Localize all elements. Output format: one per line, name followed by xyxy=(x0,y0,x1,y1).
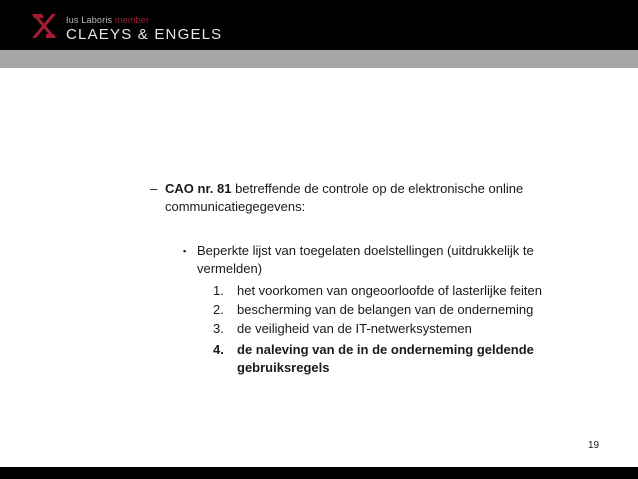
logo-name: CLAEYS & ENGELS xyxy=(66,26,223,43)
list-item-number: 3. xyxy=(213,321,224,336)
level1-text: betreffende de controle op de elektronische online communicatiegegevens: xyxy=(165,181,524,214)
level2-paragraph: Beperkte lijst van toegelaten doelstellingen (uitdrukkelijk te vermelden) xyxy=(197,243,534,276)
logo-tagline: Ius Laboris member xyxy=(66,15,150,25)
square-bullet-icon: ▪ xyxy=(183,246,187,256)
list-item: het voorkomen van ongeoorloofde of lasterlijke feiten xyxy=(237,283,542,298)
level1-bold: CAO nr. 81 xyxy=(165,181,232,196)
list-item: de naleving van de in de onderneming geldende gebruiksregels xyxy=(237,342,534,375)
list-item-number: 1. xyxy=(213,283,224,298)
footer-bar xyxy=(0,467,638,479)
list-item: bescherming van de belangen van de onderneming xyxy=(237,302,534,317)
list-item-number: 4. xyxy=(213,342,224,357)
list-item: de veiligheid van de IT-netwerksystemen xyxy=(237,321,472,336)
level1-paragraph xyxy=(165,180,565,216)
dash-marker: – xyxy=(150,181,158,196)
list-item-number: 2. xyxy=(213,302,224,317)
page-number: 19 xyxy=(588,440,600,451)
